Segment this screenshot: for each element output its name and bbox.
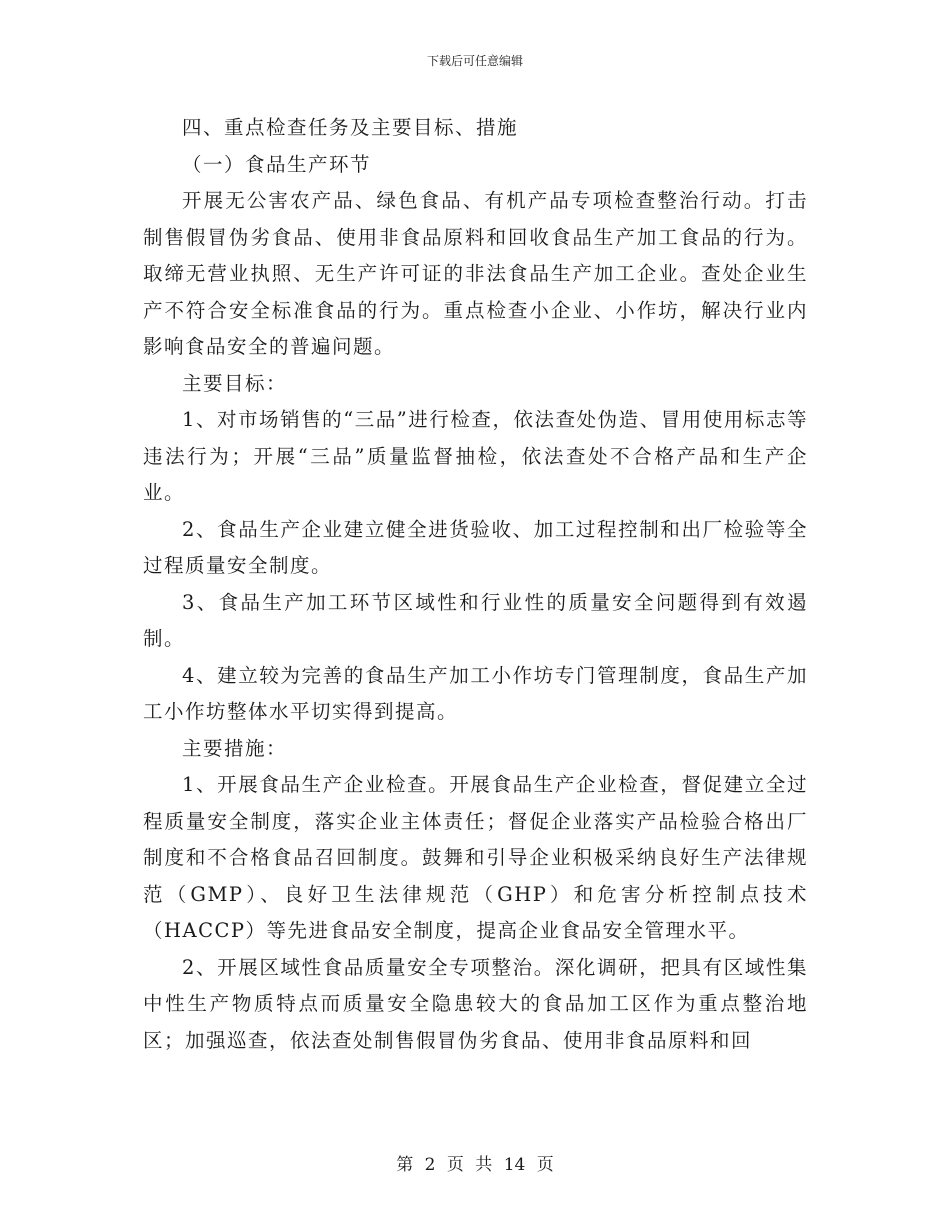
goal-item: 2、食品生产企业建立健全进货验收、加工过程控制和出厂检验等全过程质量安全制度。 (143, 517, 808, 577)
measures-label: 主要措施： (182, 736, 288, 760)
page-number: 第 2 页 共 14 页 (396, 1155, 554, 1175)
goal-item: 1、对市场销售的“三品”进行检查，依法查处伪造、冒用使用标志等违法行为；开展“三品”质量监督抽检，依法查处不合格产品和生产企业。 (143, 408, 808, 504)
intro-paragraph: 开展无公害农产品、绿色食品、有机产品专项检查整治行动。打击制售假冒伪劣食品、使用非食品原料和回收食品生产加工食品的行为。取缔无营业执照、无生产许可证的非法食品生产加工企业。查处企业生产不符合安全标准食品的行为。重点检查小企业、小作坊，解决行业内影响食品安全的普遍问题。 (143, 189, 808, 358)
page-header-note: 下载后可任意编辑 (426, 54, 523, 68)
document-body (143, 110, 808, 1059)
goal-item: 3、食品生产加工环节区域性和行业性的质量安全问题得到有效遏制。 (143, 590, 808, 650)
section-title: 四、重点检查任务及主要目标、措施 (182, 116, 519, 139)
measure-item: 1、开展食品生产企业检查。开展食品生产企业检查，督促建立全过程质量安全制度，落实企业主体责任；督促企业落实产品检验合格出厂制度和不合格食品召回制度。鼓舞和引导企业积极采纳良好生产法律规范（GMP）、良好卫生法律规范（GHP）和危害分析控制点技术（HACCP）等先进食品安全制度，提高企业食品安全管理水平。 (143, 773, 808, 942)
measure-item: 2、开展区域性食品质量安全专项整治。深化调研，把具有区域性集中性生产物质特点而质量安全隐患较大的食品加工区作为重点整治地区；加强巡查，依法查处制售假冒伪劣食品、使用非食品原料和回 (143, 955, 808, 1052)
subsection-title: （一）食品生产环节 (182, 152, 372, 176)
goal-item: 4、建立较为完善的食品生产加工小作坊专门管理制度，食品生产加工小作坊整体水平切实得到提高。 (143, 663, 808, 723)
goals-label: 主要目标： (182, 371, 288, 395)
